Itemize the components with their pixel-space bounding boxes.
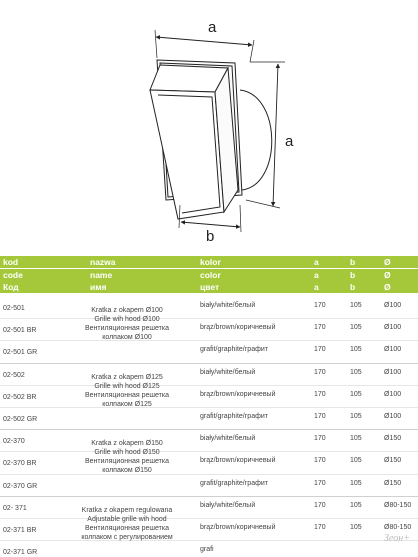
product-code: 02-370: [3, 438, 25, 446]
product-d: Ø80-150: [384, 501, 412, 509]
product-b: 105: [350, 435, 362, 443]
header-a: a: [314, 282, 319, 292]
product-color: grafit/graphite/графит: [200, 346, 268, 354]
group-divider: [0, 363, 418, 364]
product-color: biały/white/белый: [200, 501, 256, 509]
product-a: 170: [314, 302, 326, 309]
product-color: brąz/brown/коричневый: [200, 324, 276, 332]
header-name: nazwa: [90, 257, 116, 267]
product-a: 170: [314, 413, 326, 420]
group-divider: [0, 496, 418, 497]
header-code: kod: [3, 257, 19, 267]
header-color: color: [200, 269, 221, 280]
product-color: biały/white/белый: [200, 435, 256, 443]
product-a: 170: [314, 457, 326, 465]
description-line: Вентиляционная решетка: [85, 325, 169, 332]
header-d: Ø: [384, 269, 391, 280]
product-a: 170: [314, 368, 326, 376]
product-b: 105: [350, 524, 362, 531]
header-name: name: [90, 269, 113, 280]
header-a: a: [314, 257, 319, 267]
product-b: 105: [350, 368, 362, 376]
technical-drawing: [0, 0, 418, 248]
product-color: brąz/brown/коричневый: [200, 390, 276, 398]
product-color: grafit/graphite/графит: [200, 479, 268, 487]
header-d: Ø: [384, 282, 391, 292]
product-color: brąz/brown/коричневый: [200, 457, 276, 465]
description-line: Kratka z okapem Ø125: [91, 373, 163, 381]
product-d: Ø150: [384, 457, 402, 465]
product-a: 170: [314, 324, 326, 332]
header-name: имя: [90, 282, 107, 292]
product-a: 170: [314, 479, 326, 487]
product-color: biały/white/белый: [200, 368, 256, 376]
header-code: Код: [3, 282, 19, 292]
product-code: 02-370 BR: [3, 460, 37, 468]
description-line: Kratka z okapem Ø150: [91, 440, 163, 448]
product-a: 170: [314, 435, 326, 443]
description-line: Grille wih hood Ø150: [94, 449, 160, 457]
product-color: biały/white/белый: [200, 302, 256, 309]
watermark: Зеон+: [384, 533, 410, 544]
product-b: 105: [350, 346, 362, 354]
description-line: Kratka z okapem regulowana: [81, 506, 173, 514]
description-line: колпаком Ø125: [102, 400, 152, 408]
product-d: Ø100: [384, 324, 402, 332]
product-code: 02-502 GR: [3, 416, 38, 423]
table-header-row: [0, 256, 418, 268]
table-header-row: [0, 269, 418, 281]
product-description: [62, 506, 192, 542]
group-divider: [0, 429, 418, 430]
product-color: brąz/brown/коричневый: [200, 524, 276, 531]
dimension-b-label: b: [206, 228, 215, 245]
header-code: code: [3, 269, 23, 280]
product-b: 105: [350, 457, 362, 465]
product-d: Ø150: [384, 479, 402, 487]
description-line: колпаком Ø150: [102, 467, 152, 475]
product-a: 170: [314, 501, 326, 509]
product-b: 105: [350, 479, 362, 487]
product-code: 02-501 GR: [3, 349, 38, 357]
product-code: 02-501: [3, 305, 25, 312]
dimension-a-top-label: a: [208, 19, 217, 36]
description-line: Adjustable grille wih hood: [87, 515, 167, 523]
product-d: Ø100: [384, 346, 402, 354]
product-d: Ø100: [384, 302, 402, 309]
description-line: Kratka z okapem Ø100: [91, 307, 163, 314]
product-d: Ø100: [384, 413, 402, 420]
description-line: Grille wih hood Ø100: [94, 316, 160, 323]
table-header-row: [0, 281, 418, 293]
header-b: b: [350, 269, 356, 280]
product-description: [62, 373, 192, 409]
product-color: grafit/graphite/графит: [200, 413, 268, 420]
header-b: b: [350, 257, 356, 267]
product-d: Ø150: [384, 435, 402, 443]
header-b: b: [350, 282, 356, 292]
product-code: 02-371 GR: [3, 549, 38, 557]
product-a: 170: [314, 346, 326, 354]
product-description: [62, 439, 192, 475]
dimension-a-side-label: a: [285, 133, 294, 150]
product-b: 105: [350, 501, 362, 509]
header-color: kolor: [200, 257, 221, 267]
product-a: 170: [314, 524, 326, 531]
description-line: Вентиляционная решетка: [85, 524, 169, 532]
description-line: Grille wih hood Ø125: [94, 382, 160, 390]
description-line: колпаком с регулированием: [81, 533, 173, 541]
product-a: 170: [314, 390, 326, 398]
description-line: колпаком Ø100: [102, 334, 152, 341]
product-code: 02-501 BR: [3, 327, 37, 335]
description-line: Вентиляционная решетка: [85, 458, 169, 466]
product-code: 02-371 BR: [3, 527, 37, 534]
header-color: цвет: [200, 282, 220, 292]
product-b: 105: [350, 324, 362, 332]
product-code: 02-502 BR: [3, 393, 37, 401]
product-b: 105: [350, 413, 362, 420]
description-line: Вентиляционная решетка: [85, 391, 169, 399]
product-color: grafi: [200, 546, 214, 554]
product-code: 02-370 GR: [3, 482, 38, 490]
product-b: 105: [350, 390, 362, 398]
product-code: 02-502: [3, 371, 25, 379]
product-code: 02- 371: [3, 504, 27, 512]
header-d: Ø: [384, 257, 391, 267]
product-d: Ø100: [384, 368, 402, 376]
product-d: Ø100: [384, 390, 402, 398]
product-d: Ø80-150: [384, 524, 412, 531]
product-b: 105: [350, 302, 362, 309]
product-description: [62, 306, 192, 342]
header-a: a: [314, 269, 319, 280]
